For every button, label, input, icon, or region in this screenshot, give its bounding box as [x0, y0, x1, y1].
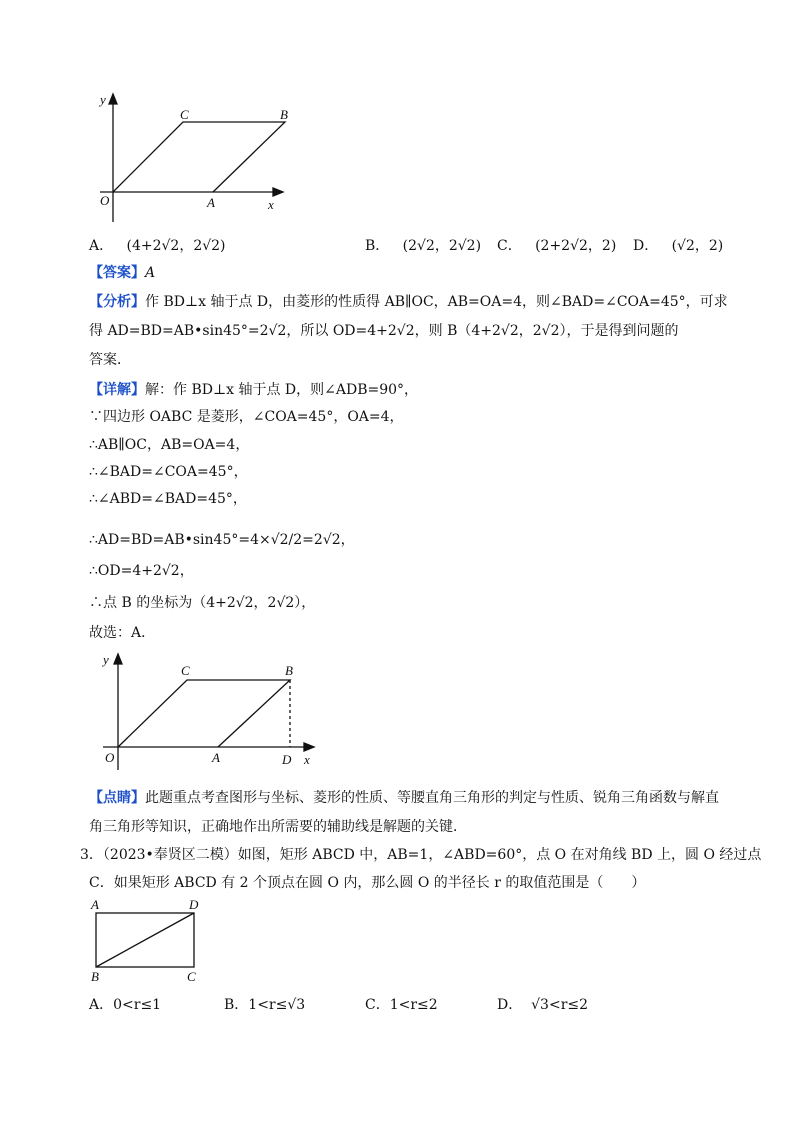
option-text: 1<r≤2 [389, 997, 438, 1013]
label-O: O [100, 193, 110, 208]
answer [89, 263, 155, 283]
analysis-line: 答案． [89, 352, 131, 368]
question-3-stem: 3．（2023•奉贤区二模）如图，矩形 ABCD 中，AB=1，∠ABD=60°，点 O 在对角线 BD 上，圆 O 经过点 [80, 847, 762, 863]
detail-text: 解：作 BD⊥x 轴于点 D，则∠ADB=90°， [145, 382, 419, 398]
option-letter: C． [497, 238, 522, 254]
comment-line: 角三角形等知识，正确地作出所需要的辅助线是解题的关键． [89, 819, 467, 835]
detail-line [89, 380, 418, 400]
analysis-line [89, 292, 728, 312]
detail-line: 故选：A． [89, 625, 156, 641]
detail-line: ∴AD=BD=AB•sin45°=4×√2/2=2√2， [89, 532, 355, 548]
q3-option-a [89, 995, 161, 1015]
label-A: A [91, 897, 99, 912]
option-letter: C． [365, 997, 390, 1013]
label-y: y [103, 652, 109, 667]
label-C: C [181, 663, 190, 678]
option-letter: B． [365, 238, 390, 254]
option-text: (2+2√2，2) [535, 238, 617, 254]
answer-tag: 【答案】 [89, 265, 145, 281]
option-text: (√2，2) [671, 238, 724, 254]
label-A: A [212, 750, 220, 765]
answer-text: A [145, 265, 156, 281]
label-D: D [189, 897, 199, 912]
label-C: C [180, 107, 189, 122]
option-d [633, 236, 723, 256]
option-text: (4+2√2，2√2) [126, 238, 226, 254]
q3-option-d [497, 995, 588, 1015]
option-text: 0<r≤1 [113, 997, 162, 1013]
q3-option-c [365, 995, 438, 1015]
option-letter: B． [224, 997, 249, 1013]
option-b [365, 236, 481, 256]
comment-line [89, 788, 719, 808]
analysis-tag: 【分析】 [89, 294, 145, 310]
option-letter: D． [497, 997, 523, 1013]
figure-rhombus-1 [100, 94, 285, 222]
label-y: y [100, 92, 106, 107]
detail-line: ∴AB∥OC，AB=OA=4， [89, 437, 250, 453]
label-x: x [268, 197, 274, 212]
option-text: √3<r≤2 [531, 997, 589, 1013]
label-A: A [207, 195, 215, 210]
analysis-line: 得 AD=BD=AB•sin45°=2√2，所以 OD=4+2√2，则 B（4+2√2，2√2），于是得到问题的 [89, 323, 679, 339]
label-B: B [280, 107, 288, 122]
option-a [89, 236, 226, 256]
label-C: C [187, 969, 196, 984]
option-letter: A． [89, 997, 114, 1013]
detail-line: ∴OD=4+2√2， [89, 563, 194, 579]
label-O: O [105, 750, 115, 765]
detail-line: ∴∠ABD=∠BAD=45°， [89, 491, 247, 507]
label-B: B [285, 663, 293, 678]
option-letter: D． [633, 238, 659, 254]
label-D: D [282, 752, 292, 767]
detail-line: ∴点 B 的坐标为（4+2√2，2√2）， [89, 595, 316, 611]
question-3-stem: C．如果矩形 ABCD 有 2 个顶点在圆 O 内，那么圆 O 的半径长 r 的取值范围是（ ） [89, 875, 646, 891]
option-text: 1<r≤√3 [248, 997, 306, 1013]
detail-tag: 【详解】 [89, 382, 145, 398]
analysis-text: 作 BD⊥x 轴于点 D，由菱形的性质得 AB∥OC，AB=OA=4，则∠BAD=∠COA=45°，可求 [145, 294, 728, 310]
comment-text: 此题重点考查图形与坐标、菱形的性质、等腰直角三角形的判定与性质、锐角三角函数与解直 [145, 790, 719, 806]
detail-line: ∴∠BAD=∠COA=45°， [89, 464, 248, 480]
option-c [497, 236, 616, 256]
label-x: x [304, 752, 310, 767]
comment-tag: 【点睛】 [89, 790, 145, 806]
option-text: (2√2，2√2) [402, 238, 482, 254]
figure-rectangle [96, 913, 194, 967]
option-letter: A． [89, 238, 114, 254]
label-B: B [91, 969, 99, 984]
detail-line: ∵四边形 OABC 是菱形，∠COA=45°，OA=4， [89, 409, 404, 425]
q3-option-b [224, 995, 305, 1015]
